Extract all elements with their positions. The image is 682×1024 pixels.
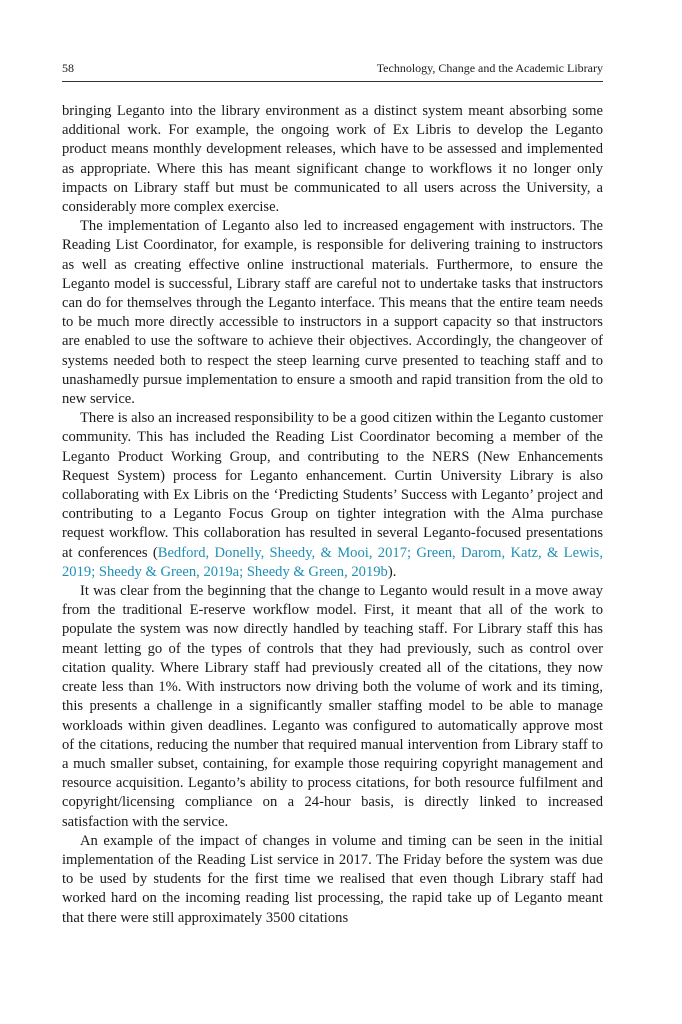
running-title: Technology, Change and the Academic Library — [376, 61, 603, 75]
paragraph — [62, 409, 603, 582]
paragraph: An example of the impact of changes in volume and timing can be seen in the initial implementation of the Reading List service in 2017. The Friday before the system was due to be used by students for the first time we realised that even though Library staff had worked hard on the incoming reading list processing, the rapid take up of Leganto meant that there were still approximately 3500 citations — [62, 832, 603, 926]
paragraph-text: ). — [387, 563, 397, 580]
running-header — [62, 60, 603, 82]
paragraph-text: There is also an increased responsibility to be a good citizen within the Leganto customer community. This has included the Reading List Coordinator becoming a member of the Leganto Product Working Group, and contributing to the NERS (New Enhancements Request System) process for Leganto enhancement. Curtin University Library is also collaborating with Ex Libris on the ‘Predicting Students’ Success with Leganto’ project and contributing to a Leganto Focus Group on tighter integration with the Alma purchase request workflow. This collaboration has resulted in several Leganto-focused presentations at conferences ( — [62, 410, 603, 561]
paragraph: It was clear from the beginning that the change to Leganto would result in a move away from the traditional E-reserve workflow model. First, it meant that all of the work to populate the system was now directly handled by teaching staff. For Library staff this has meant letting go of the types of controls that they had previously, such as control over citation quality. Where Library staff had previously created all of the citations, they now create less than 1%. With instructors now driving both the volume of work and its timing, this presents a challenge in a significantly smaller staffing model to be able to manage workloads within given deadlines. Leganto was configured to automatically approve most of the citations, reducing the number that required manual intervention from Library staff to a much smaller subset, containing, for example those requiring copyright management and resource acquisition. Leganto’s ability to process citations, for both resource fulfilment and copyright/licensing compliance on a 24-hour basis, is directly linked to increased satisfaction with the service. — [62, 583, 603, 830]
page-number: 58 — [62, 61, 74, 75]
body-text — [62, 102, 603, 928]
citation-link[interactable]: Bedford, Donelly, Sheedy, & Mooi, 2017; Green, Darom, Katz, & Lewis, 2019; Sheedy & Green, 2019a; Sheedy & Green, 2019b — [62, 544, 603, 580]
paragraph: The implementation of Leganto also led to increased engagement with instructors. The Reading List Coordinator, for example, is responsible for delivering training to instructors as well as creating effective online instructional materials. Furthermore, to ensure the Leganto model is successful, Library staff are careful not to undertake tasks that instructors can do for themselves through the Leganto interface. This means that the entire team needs to be much more directly accessible to instructors in a support capacity so that instructors are enabled to use the software to achieve their objectives. Accordingly, the changeover of systems needed both to respect the steep learning curve presented to teaching staff and to unashamedly pursue implementation to ensure a smooth and rapid transition from the old to new service. — [62, 218, 603, 408]
book-page — [62, 60, 603, 928]
paragraph: bringing Leganto into the library environment as a distinct system meant absorbing some additional work. For example, the ongoing work of Ex Libris to develop the Leganto product means monthly development releases, which have to be assessed and implemented as appropriate. Where this has meant significant change to workflows it no longer only impacts on Library staff but must be communicated to all users across the University, a considerably more complex exercise. — [62, 103, 603, 216]
